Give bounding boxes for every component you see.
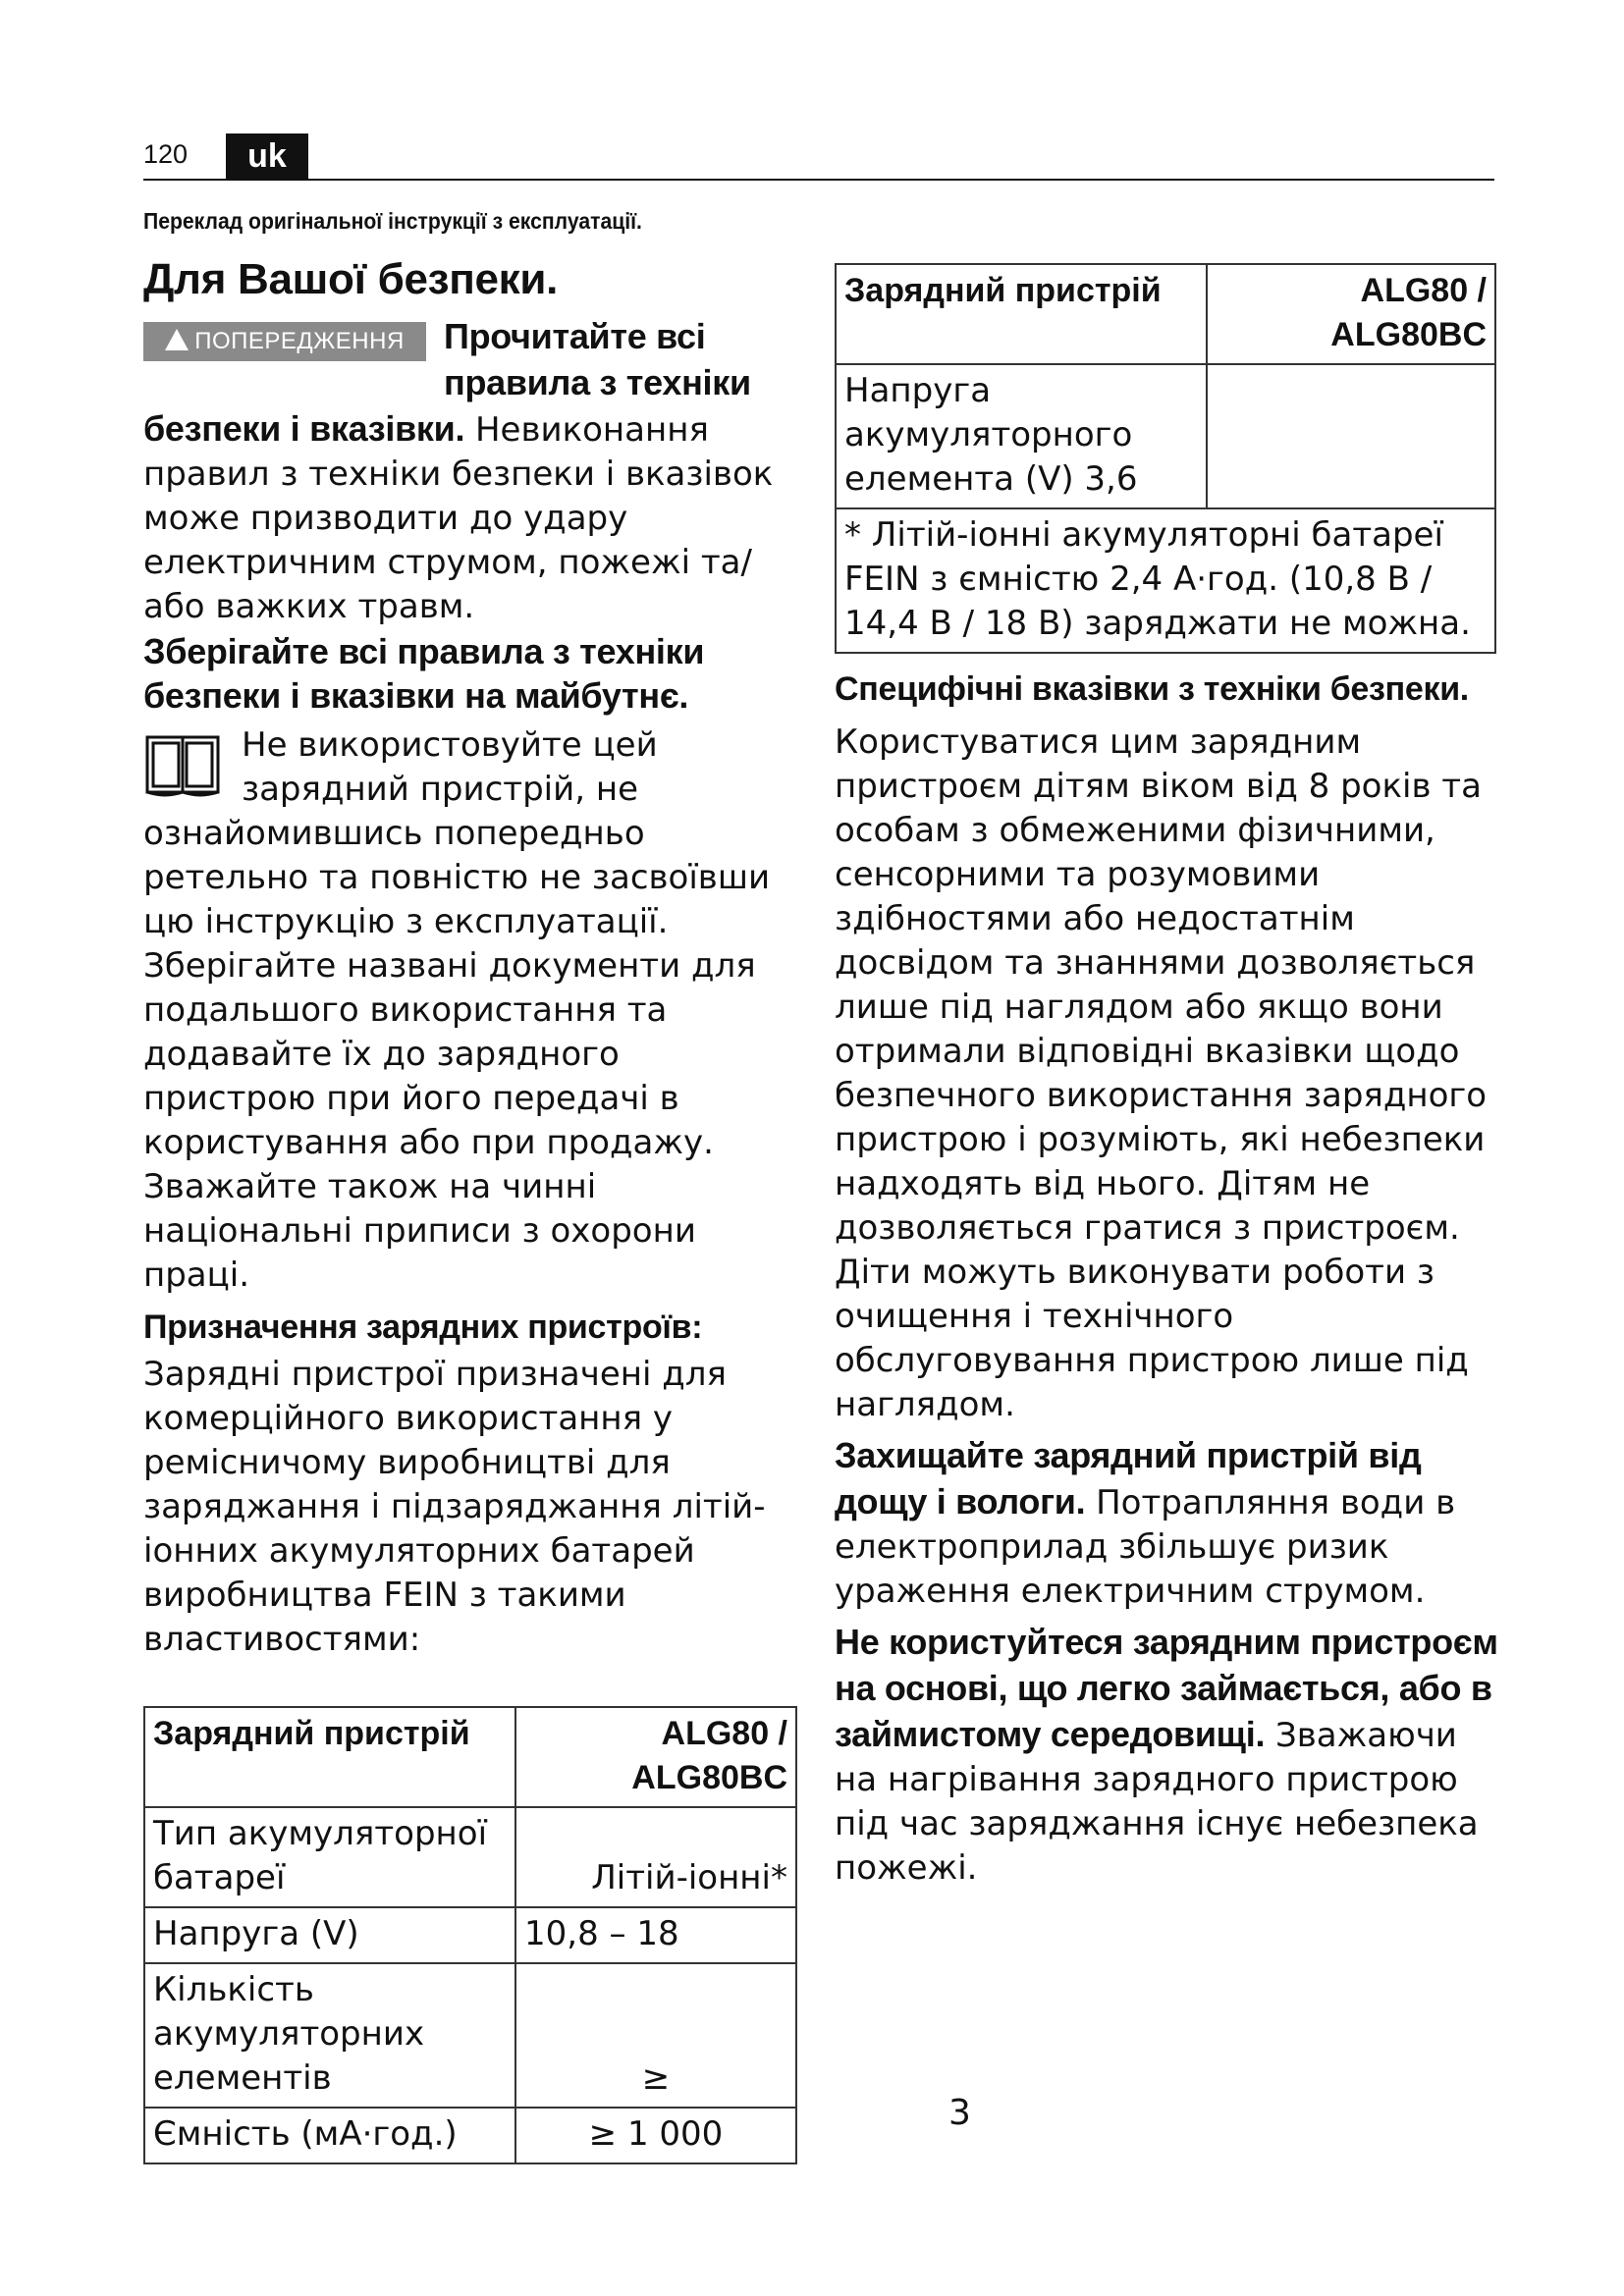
national-regulations-text: Зважайте також на чинні національні приписи з охорони праці. <box>143 1167 696 1295</box>
book-block <box>143 723 797 1165</box>
table-cell-label: Ємність (мА·год.) <box>144 2108 515 2163</box>
table-row <box>836 364 1495 508</box>
table-cell-value: ≥ <box>515 1963 796 2108</box>
fire-bold-text: Не користуйтеся зарядним пристроєм на основі, що легко займається, або в займистому середовищі. <box>835 1622 1498 1754</box>
rain-text: Потрапляння води в електроприлад збільшує ризик ураження електричним струмом. <box>835 1483 1456 1611</box>
fire-text: Зважаючи на нагрівання зарядного пристрою під час заряджання існує небезпека пожежі. <box>835 1716 1479 1888</box>
children-text: Користуватися цим зарядним пристроєм дітям віком від 8 років та особам з обмеженими фізичними, сенсорними та розумовими здібностями або недостатнім досвідом та знаннями дозволяється лише під наглядом або якщо вони отримали відповідні вказівки щодо безпечного використання зарядного пристрою і розуміють, які небезпеки надходять від нього. Дітям не дозволяється гратися з пристроєм. Діти можуть виконувати роботи з очищення і технічного обслуговування пристрою лише під наглядом. <box>835 722 1488 1424</box>
section-title: Для Вашої безпеки. <box>143 255 559 303</box>
page-number: 120 <box>143 139 189 169</box>
table-row <box>144 1707 796 1807</box>
table-header-value: ALG80 / ALG80BC <box>1330 272 1487 353</box>
stray-number: 3 <box>948 2093 971 2133</box>
table-cell-label: Напруга акумуляторного елемента (V) <box>844 371 1133 499</box>
book-instructions-text: Не використовуйте цей зарядний пристрій, не ознайомившись попередньо ретельно та повністю не засвоївши цю інструкцію з експлуатації. Зберігайте названі документи для подальшого використання та додавайте їх до зарядного пристрою при його передачі в користування або при продажу. <box>143 725 771 1162</box>
table-header-label: Зарядний пристрій <box>844 272 1162 309</box>
table-row <box>144 1963 796 2108</box>
table-row <box>144 1807 796 1907</box>
warning-bold-text: Прочитайте всі правила з техніки безпеки і вказівки. <box>143 316 751 449</box>
open-book-icon <box>143 731 222 798</box>
table-row <box>836 508 1495 653</box>
table-row <box>144 1907 796 1963</box>
cell-voltage-table <box>835 263 1496 654</box>
warning-text: Невиконання правил з техніки безпеки і вказівок може призводити до удару електричним струмом, пожежі та/або важких травм. <box>143 410 774 626</box>
table-cell-label: Тип акумуляторної батареї <box>144 1807 515 1907</box>
charger-spec-table <box>143 1706 797 2164</box>
document-subtitle: Переклад оригінальної інструкції з експлуатації. <box>143 208 642 234</box>
left-column <box>143 253 797 1662</box>
purpose-text: Зарядні пристрої призначені для комерційного використання у ремісничому виробництві для заряджання і підзаряджання літій-іонних акумуляторних батарей виробництва FEIN з такими властивостями: <box>143 1355 766 1659</box>
table-header-value: ALG80 / ALG80BC <box>631 1715 787 1796</box>
table-cell-value: ≥ 1 000 <box>515 2108 796 2163</box>
warning-triangle-icon <box>165 329 189 350</box>
table-footnote: * Літій-іонні акумуляторні батареї FEIN з ємністю 2,4 А·год. (10,8 В / 14,4 В / 18 В) заряджати не можна. <box>836 508 1495 653</box>
table-cell-value: 10,8 – 18 <box>515 1907 796 1963</box>
warning-block <box>143 314 797 629</box>
rain-bold-text: Захищайте зарядний пристрій від дощу і вологи. <box>835 1435 1422 1522</box>
specific-safety-heading: Специфічні вказівки з техніки безпеки. <box>835 670 1469 708</box>
table-row <box>836 264 1495 364</box>
right-column <box>835 263 1502 1891</box>
table-row <box>144 2108 796 2163</box>
table-cell-value: 3,6 <box>1084 459 1138 499</box>
table-cell-label: Напруга (V) <box>144 1907 515 1963</box>
table-cell-label: Кількість акумуляторних елементів <box>144 1963 515 2108</box>
language-tab: uk <box>226 133 308 179</box>
table-header-label: Зарядний пристрій <box>153 1715 470 1752</box>
warning-badge-label: ПОПЕРЕДЖЕННЯ <box>194 328 405 354</box>
purpose-heading: Призначення зарядних пристроїв: <box>143 1308 703 1346</box>
warning-badge <box>143 322 426 361</box>
table-cell-value: Літій-іонні* <box>515 1807 796 1907</box>
header-rule <box>143 179 1494 181</box>
keep-instructions-text: Зберігайте всі правила з техніки безпеки і вказівки на майбутнє. <box>143 631 705 716</box>
